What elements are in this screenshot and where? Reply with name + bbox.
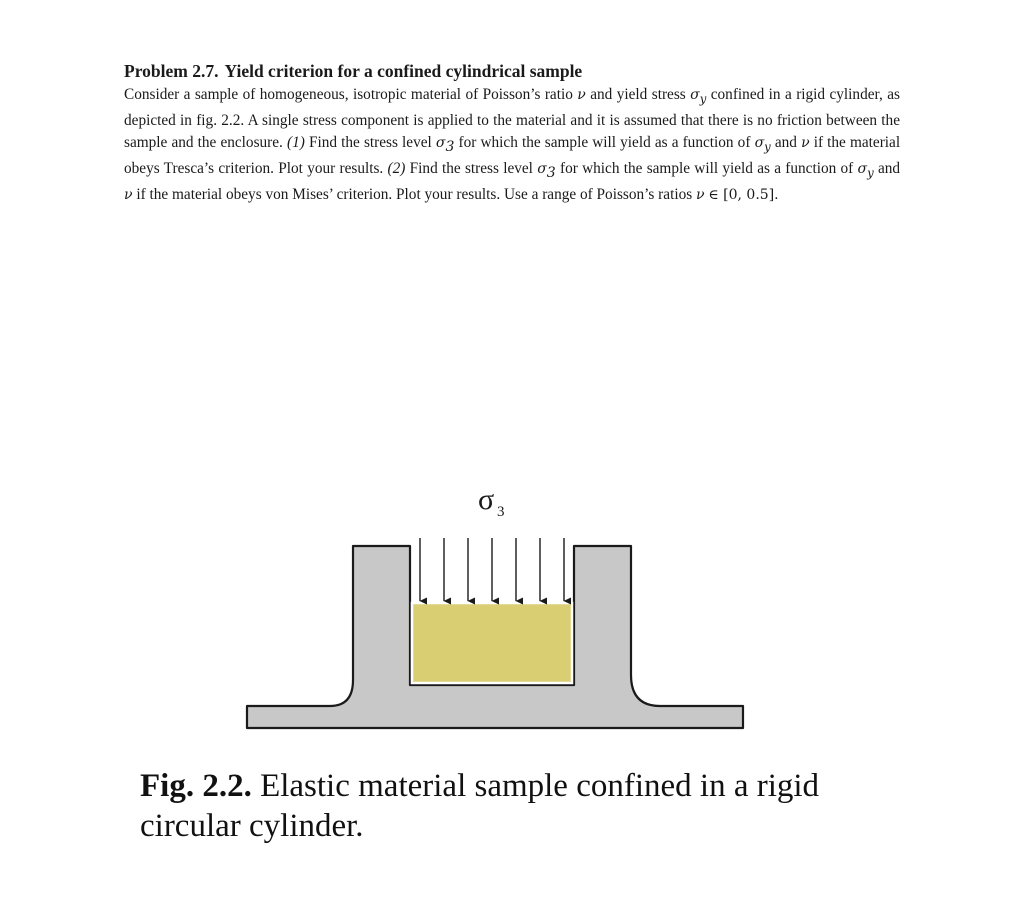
figure-caption (140, 766, 900, 846)
sigma-char: σ (435, 134, 446, 151)
sigma-y-symbol (857, 160, 874, 180)
text-segment: if the material obeys von Mises’ criterion. Plot your results. Use a range of Poisson’s ratios (136, 186, 693, 204)
problem-body (124, 84, 900, 206)
nu-symbol: ν (801, 134, 810, 151)
part-1-label: (1) (287, 133, 305, 151)
sigma-char: σ (754, 134, 765, 151)
sigma-char: σ (690, 87, 700, 103)
part-2-label: (2) (387, 159, 406, 177)
nu-symbol: ν (696, 187, 705, 204)
caption-label: Fig. 2.2. (140, 768, 252, 804)
text-segment: and (774, 133, 797, 151)
nu-symbol: ν (124, 187, 133, 204)
subscript-3: 3 (445, 138, 455, 155)
problem-title-text: Yield criterion for a confined cylindrical sample (224, 61, 583, 81)
nu-symbol: ν (577, 87, 586, 103)
sigma-char: σ (857, 160, 868, 177)
sigma-3-symbol (435, 134, 455, 155)
text-segment: for which the sample will yield as a function of (458, 133, 751, 151)
sigma-y-symbol (690, 87, 707, 106)
text-segment: Find the stress level (308, 133, 432, 151)
problem-title (124, 58, 900, 84)
caption-text: Elastic material sample confined in a rigid circular cylinder. (140, 768, 820, 844)
text-segment: Consider a sample of homogeneous, isotropic material of Poisson’s ratio (124, 86, 573, 103)
subscript-y: y (867, 165, 874, 180)
poisson-range: ∈ [0, 0.5]. (708, 187, 779, 204)
sigma-char: σ (537, 160, 547, 177)
text-segment: for which the sample will yield as a function of (559, 159, 854, 177)
subscript-y: y (764, 139, 771, 154)
text-segment: if the material obeys Tresca’s criterion. Plot your results. (124, 133, 901, 177)
text-segment: and yield stress (590, 86, 686, 103)
figure-diagram (240, 480, 750, 730)
elastic-sample (412, 603, 572, 683)
text-segment: Find the stress level (409, 159, 533, 177)
load-label-sigma: σ (478, 483, 495, 516)
sigma-y-symbol (754, 134, 771, 154)
load-label-subscript: 3 (497, 504, 505, 520)
subscript-y: y (699, 91, 707, 106)
applied-load-arrows (420, 538, 564, 601)
problem-statement (124, 58, 900, 206)
subscript-3: 3 (546, 164, 556, 181)
sigma-3-symbol (537, 160, 556, 181)
text-segment: and (877, 159, 901, 177)
confined-cylinder-figure (240, 480, 750, 730)
problem-number: Problem 2.7. (124, 61, 219, 81)
text-segment: confined in a rigid cylinder, as depicted in fig. 2.2. A single stress component is applied to the material and it is assumed that there is no friction between the sample and the enclosure. (124, 86, 900, 151)
